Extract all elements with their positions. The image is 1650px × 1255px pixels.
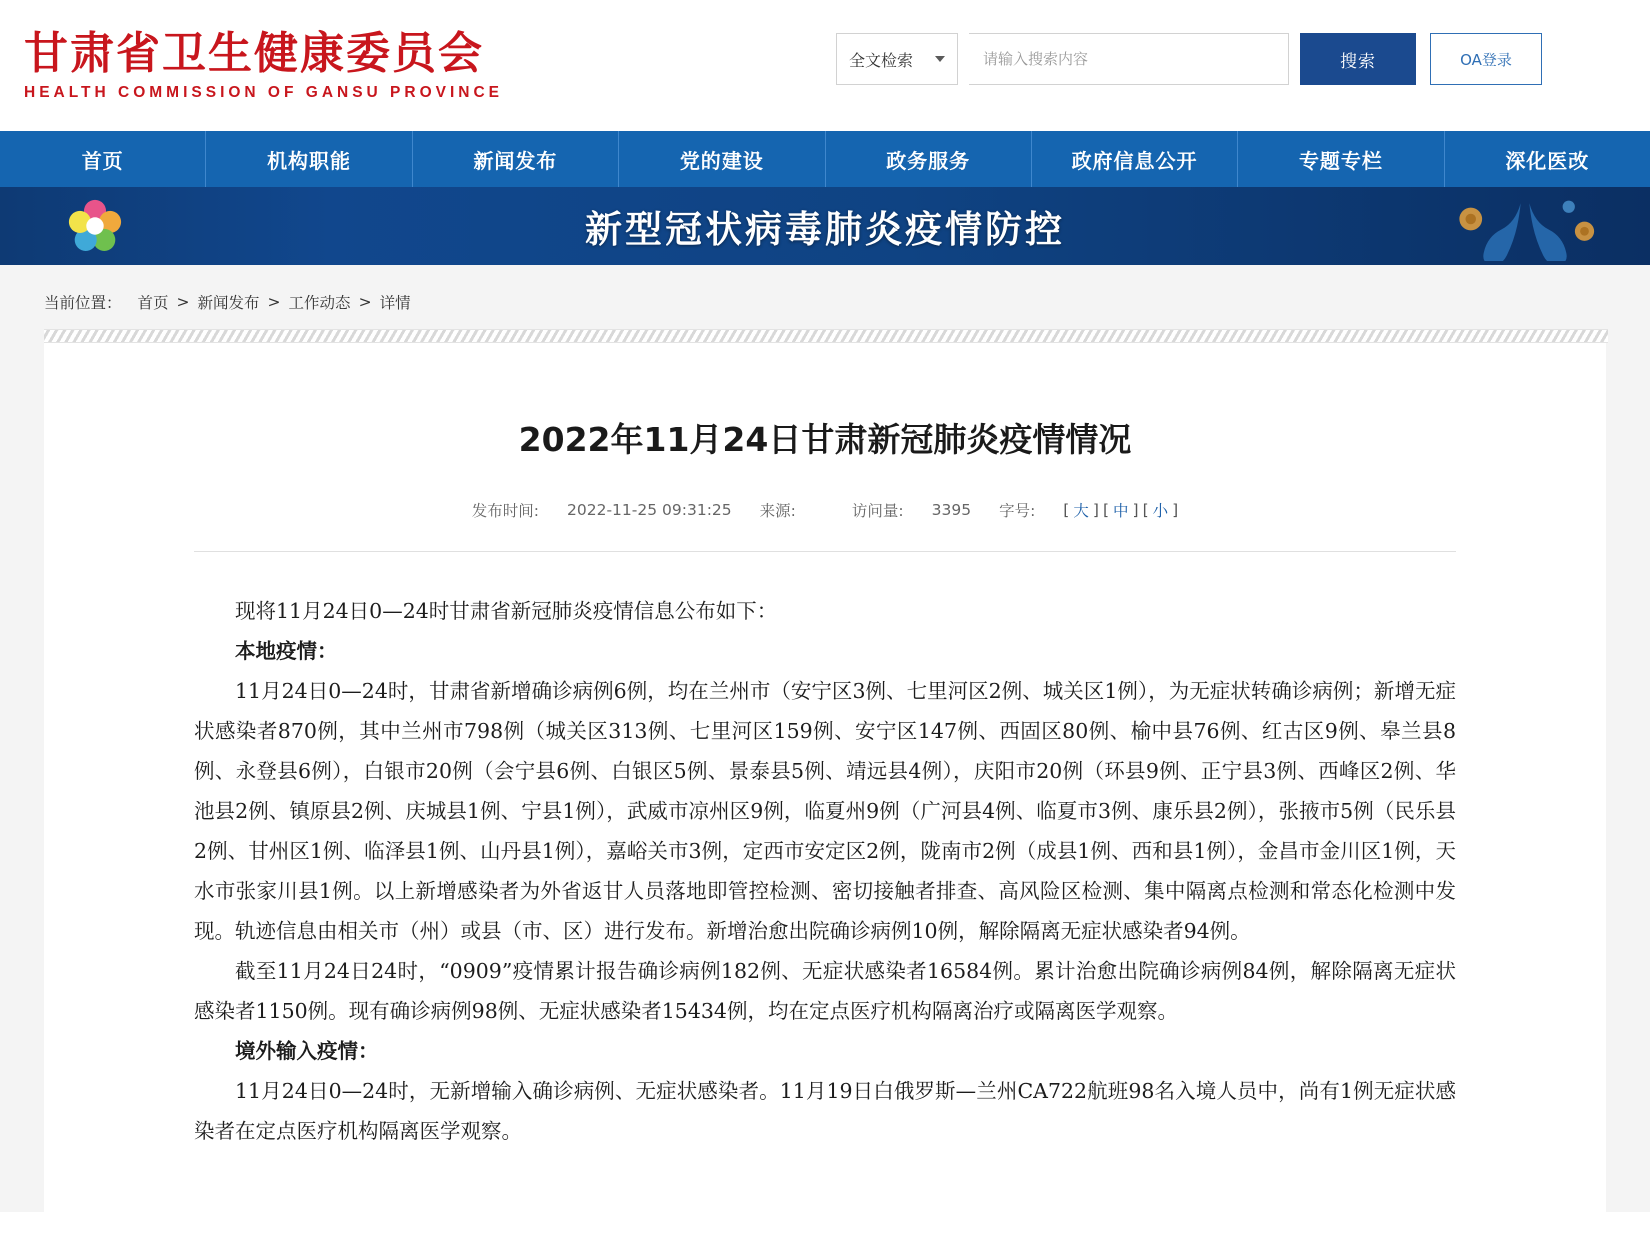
logo-title-cn: 甘肃省卫生健康委员会	[24, 27, 484, 79]
fontsize-bracket-close-large: ]	[1092, 501, 1099, 520]
logo-title-en: HEALTH COMMISSION OF GANSU PROVINCE	[24, 84, 504, 102]
breadcrumb-label: 当前位置：	[44, 294, 122, 312]
article-paragraph: 11月24日0—24时，无新增输入确诊病例、无症状感染者。11月19日白俄罗斯—兰州CA722航班98名入境人员中，尚有1例无症状感染者在定点医疗机构隔离医学观察。	[194, 1078, 1456, 1143]
nav-item-home[interactable]: 首页	[0, 131, 206, 187]
main-nav	[0, 131, 1650, 187]
site-logo[interactable]	[24, 29, 503, 103]
fontsize-bracket-close-medium: ]	[1132, 501, 1139, 520]
nav-item-disclosure[interactable]: 政府信息公开	[1032, 131, 1238, 187]
article-paragraph: 11月24日0—24时，甘肃省新增确诊病例6例，均在兰州市（安宁区3例、七里河区2例、城关区1例），为无症状转确诊病例；新增无症状感染者870例，其中兰州市798例（城关区313例、七里河区159例、安宁区147例、西固区80例、榆中县76例、红古区9例、皋兰县8例、永登县6例），白银市20例（会宁县6例、白银区5例、景泰县5例、靖远县4例），庆阳市20例（环县9例、正宁县3例、西峰区2例、华池县2例、镇原县2例、庆城县1例、宁县1例），武威市凉州区9例，临夏州9例（广河县4例、临夏市3例、康乐县2例），张掖市5例（民乐县2例、甘州区1例、临泽县1例、山丹县1例），嘉峪关市3例，定西市安定区2例，陇南市2例（成县1例、西和县1例），金昌市金川区1例，天水市张家川县1例。以上新增感染者为外省返甘人员落地即管控检测、密切接触者排查、高风险区检测、集中隔离点检测和常态化检测中发现。轨迹信息由相关市（州）或县（市、区）进行发布。新增治愈出院确诊病例10例，解除隔离无症状感染者94例。	[194, 679, 1456, 944]
breadcrumb-sep-1: >	[176, 293, 190, 311]
banner-title: 新型冠状病毒肺炎疫情防控	[585, 208, 1065, 251]
search-scope-select[interactable]	[836, 33, 958, 85]
breadcrumb-item-detail[interactable]: 详情	[379, 294, 411, 312]
oa-login-button[interactable]: OA登录	[1430, 33, 1542, 85]
article-paragraph: 现将11月24日0—24时甘肃省新冠肺炎疫情信息公布如下：	[235, 599, 778, 624]
nav-item-reform[interactable]: 深化医改	[1505, 148, 1590, 173]
breadcrumb-item-workdynamics[interactable]: 工作动态	[288, 294, 351, 312]
nav-item-party[interactable]: 党的建设	[619, 131, 825, 187]
fontsize-bracket-open-small: [	[1142, 501, 1149, 520]
article-paragraph-local-heading: 本地疫情：	[235, 639, 338, 664]
publish-time-value: 2022-11-25 09:31:25	[567, 501, 732, 520]
nav-item-news[interactable]: 新闻发布	[413, 131, 619, 187]
breadcrumb-item-home[interactable]: 首页	[137, 294, 169, 312]
search-area	[836, 33, 1542, 85]
site-header	[0, 0, 1650, 131]
article-card	[44, 343, 1606, 1212]
flower-logo-icon	[66, 197, 124, 255]
fontsize-bracket-close-small: ]	[1172, 501, 1179, 520]
fontsize-large-button[interactable]: 大	[1073, 502, 1089, 521]
article-paragraph: 截至11月24日24时，“0909”疫情累计报告确诊病例182例、无症状感染者16584例。累计治愈出院确诊病例84例，解除隔离无症状感染者1150例。现有确诊病例98例、无症状感染者15434例，均在定点医疗机构隔离治疗或隔离医学观察。	[194, 959, 1456, 1023]
article-paragraph-imported-heading: 境外输入疫情：	[235, 1038, 379, 1063]
content-background	[0, 343, 1650, 1212]
breadcrumb-item-news[interactable]: 新闻发布	[197, 294, 260, 312]
fontsize-controls	[1063, 499, 1178, 521]
breadcrumb-sep-3: >	[358, 293, 372, 311]
article-meta	[44, 499, 1606, 521]
breadcrumb-sep-2: >	[267, 293, 281, 311]
covid-banner[interactable]	[0, 187, 1650, 265]
publish-time-label: 发布时间:	[471, 502, 540, 521]
fontsize-small-button[interactable]: 小	[1152, 502, 1169, 521]
views-label: 访问量:	[851, 502, 904, 521]
fontsize-medium-button[interactable]: 中	[1113, 502, 1129, 521]
fontsize-bracket-open-large: [	[1063, 501, 1070, 520]
lungs-virus-icon	[1430, 191, 1620, 261]
nav-item-services[interactable]: 政务服务	[826, 131, 1032, 187]
fontsize-label: 字号:	[999, 502, 1036, 521]
article-body	[194, 592, 1456, 1152]
views-value: 3395	[931, 501, 972, 520]
nav-item-topics[interactable]: 专题专栏	[1238, 131, 1444, 187]
breadcrumb-bar	[0, 265, 1650, 343]
decorative-hatch-divider	[44, 329, 1608, 343]
meta-divider	[194, 551, 1456, 552]
breadcrumb	[44, 291, 1650, 313]
page-title: 2022年11月24日甘肃新冠肺炎疫情情况	[518, 420, 1132, 460]
nav-item-functions[interactable]: 机构职能	[206, 131, 412, 187]
search-scope-label: 全文检索	[849, 50, 914, 70]
fontsize-bracket-open-medium: [	[1102, 501, 1109, 520]
chevron-down-icon	[935, 56, 945, 62]
search-input[interactable]	[969, 33, 1289, 85]
search-button[interactable]: 搜索	[1300, 33, 1416, 85]
source-label: 来源:	[759, 502, 796, 521]
